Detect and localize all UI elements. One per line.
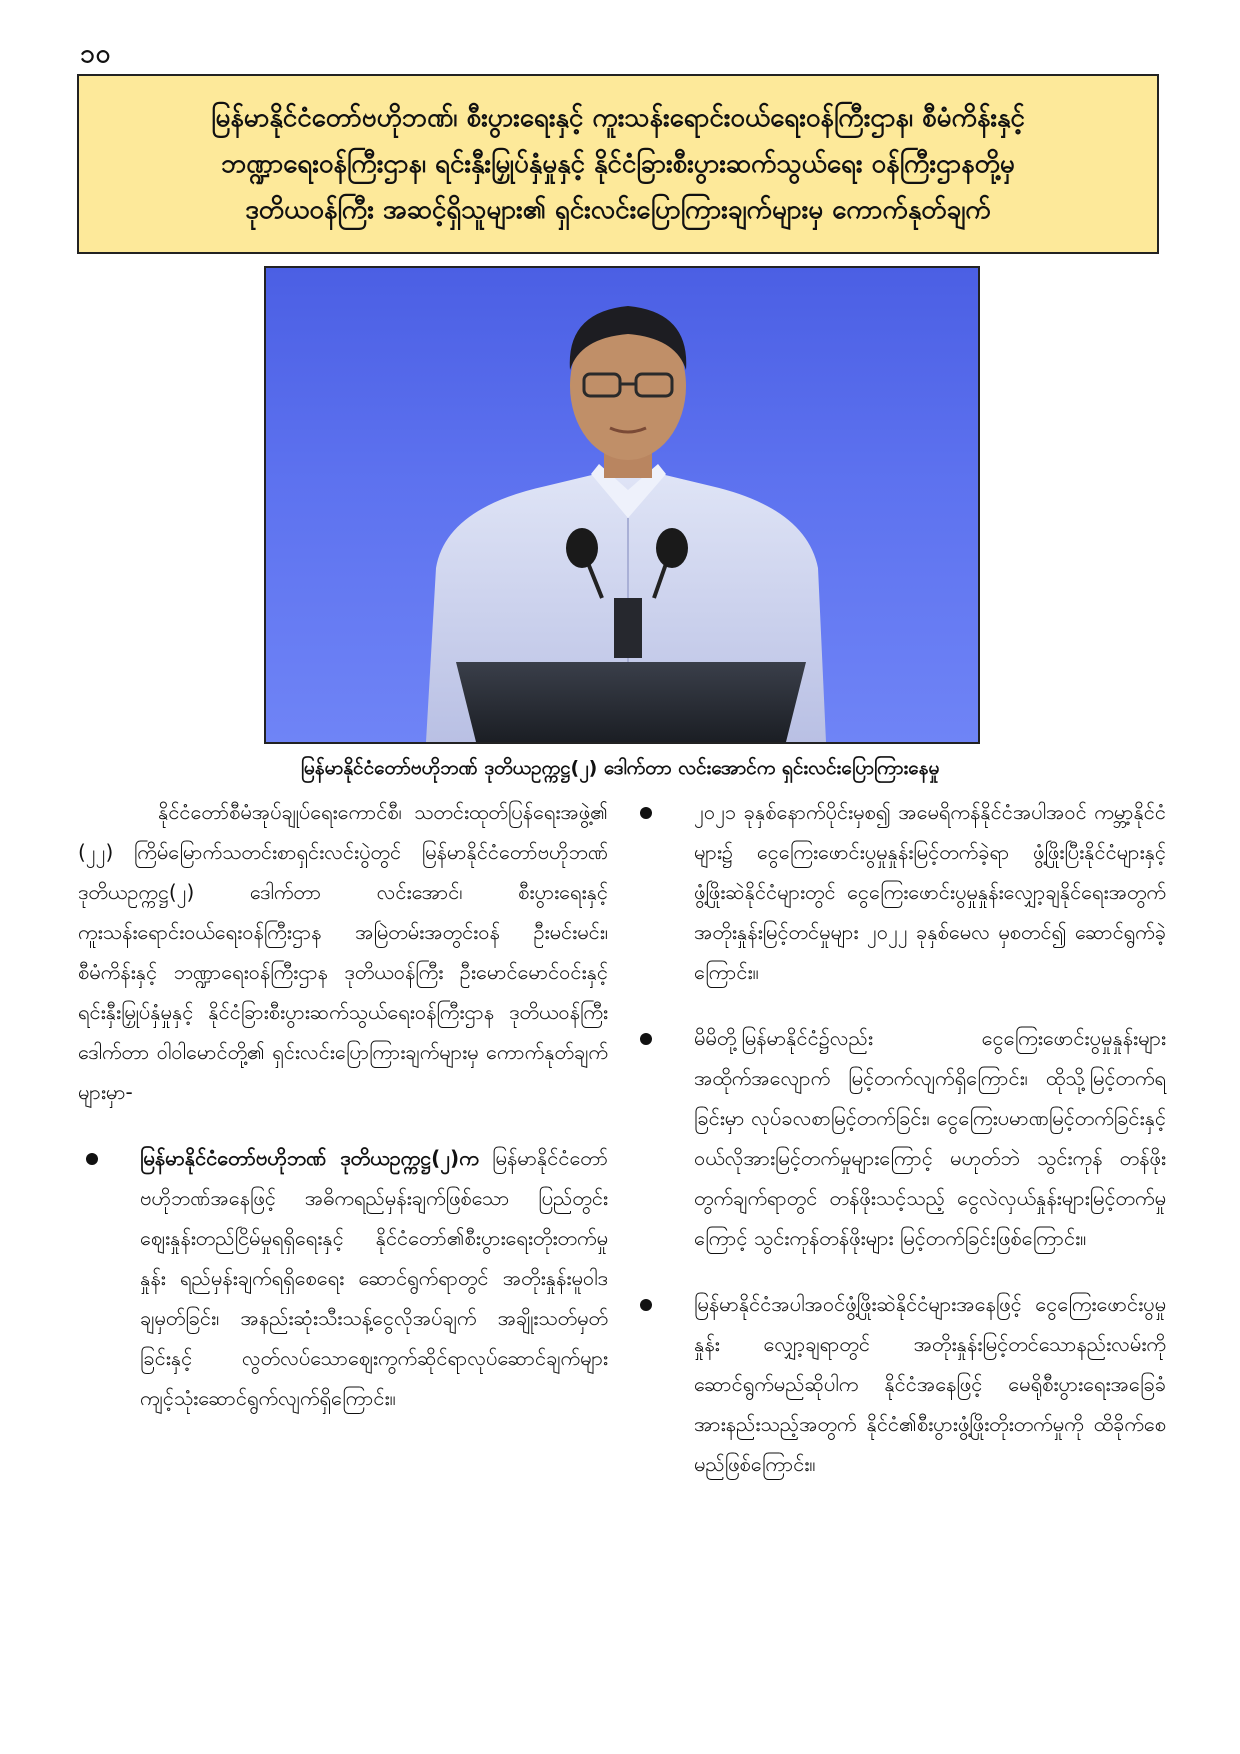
photo-caption: မြန်မာနိုင်ငံတော်ဗဟိုဘဏ် ဒုတိယဥက္ကဋ္ဌ(၂) ဒေါက်တာ လင်းအောင်က ရှင်းလင်းပြောကြားနေမှု [300, 757, 940, 779]
bullet-text: မြန်မာနိုင်ငံအပါအဝင်ဖွံ့ဖြိုးဆဲနိုင်ငံများအနေဖြင့် ငွေကြေးဖောင်းပွမှုနှုန်း လျှော့ချရာတွင် အတိုးနှုန်းမြင့်တင်သောနည်းလမ်းကို ဆောင်ရွက်မည်ဆိုပါက နိုင်ငံအနေဖြင့် မေရိုစီးပွားရေးအခြေခံ အားနည်းသည့်အတွက် နိုင်ငံ၏စီးပွားဖွံ့ဖြိုးတိုးတက်မှုကို ထိခိုက်စေမည်ဖြစ်ကြောင်း။ [694, 1292, 1166, 1476]
bullet-icon [640, 1299, 652, 1311]
bullet-icon [640, 1033, 652, 1045]
list-item [632, 1018, 1166, 1258]
bullet-icon [86, 1153, 98, 1165]
title-line-2: ဘဏ္ဍာရေးဝန်ကြီးဌာန၊ ရင်းနှီးမြှုပ်နှံမှုနှင့် နိုင်ငံခြားစီးပွားဆက်သွယ်ရေး ဝန်ကြီးဌာနတို့မှ [221, 149, 1015, 179]
bullet-text: မြန်မာနိုင်ငံတော်ဗဟိုဘဏ်အနေဖြင့် အဓိကရည်မှန်းချက်ဖြစ်သော ပြည်တွင်းဈေးနှုန်းတည်ငြိမ်မှုရရှိရေးနှင့် နိုင်ငံတော်၏စီးပွားရေးတိုးတက်မှုနှုန်း ရည်မှန်းချက်ရရှိစေရေး ဆောင်ရွက်ရာတွင် အတိုးနှုန်းမူဝါဒချမှတ်ခြင်း၊ အနည်းဆုံးသီးသန့်ငွေလိုအပ်ချက် အချိုးသတ်မှတ်ခြင်းနှင့် လွတ်လပ်သောဈေးကွက်ဆိုင်ရာလုပ်ဆောင်ချက်များ ကျင့်သုံးဆောင်ရွက်လျက်ရှိကြောင်း။ [140, 1146, 608, 1410]
left-column [78, 792, 608, 1444]
list-item [632, 792, 1166, 992]
speaker-photo [264, 266, 980, 744]
bullet-text: ၂၀၂၁ ခုနှစ်နောက်ပိုင်းမှစ၍ အမေရိကန်နိုင်ငံအပါအဝင် ကမ္ဘာ့နိုင်ငံများ၌ ငွေကြေးဖောင်းပွမှုနှုန်းမြင့်တက်ခဲ့ရာ ဖွံ့ဖြိုးပြီးနိုင်ငံများနှင့် ဖွံ့ဖြိုးဆဲနိုင်ငံများတွင် ငွေကြေးဖောင်းပွမှုနှုန်းလျှော့ချနိုင်ရေးအတွက် အတိုးနှုန်းမြင့်တင်မှုများ ၂၀၂၂ ခုနှစ်မေလ မှစတင်၍ ဆောင်ရွက်ခဲ့ကြောင်း။ [694, 800, 1166, 984]
bullet-text: မိမိတို့မြန်မာနိုင်ငံ၌လည်း ငွေကြေးဖောင်းပွမှုနှုန်းများအထိုက်အလျောက် မြင့်တက်လျက်ရှိကြောင်း၊ ထိုသို့မြင့်တက်ရခြင်းမှာ လုပ်ခလစာမြင့်တက်ခြင်း၊ ငွေကြေးပမာဏမြင့်တက်ခြင်းနှင့် ဝယ်လိုအားမြင့်တက်မှုများကြောင့် မဟုတ်ဘဲ သွင်းကုန် တန်ဖိုးတွက်ချက်ရာတွင် တန်ဖိုးသင့်သည့် ငွေလဲလှယ်နှုန်းများမြင့်တက်မှုကြောင့် သွင်းကုန်တန်ဖိုးများ မြင့်တက်ခြင်းဖြစ်ကြောင်း။ [694, 1026, 1166, 1250]
right-column [632, 792, 1166, 1510]
bullet-icon [640, 807, 652, 819]
title-line-1: မြန်မာနိုင်ငံတော်ဗဟိုဘဏ်၊ စီးပွားရေးနှင့် ကူးသန်းရောင်းဝယ်ရေးဝန်ကြီးဌာန၊ စီမံကိန်းနှင့် [211, 103, 1025, 133]
title-box [77, 74, 1159, 254]
bullet-lead: မြန်မာနိုင်ငံတော်ဗဟိုဘဏ် ဒုတိယဥက္ကဋ္ဌ(၂)က [140, 1146, 479, 1170]
list-item [78, 1138, 608, 1418]
intro-paragraph: နိုင်ငံတော်စီမံအုပ်ချုပ်ရေးကောင်စီ၊ သတင်းထုတ်ပြန်ရေးအဖွဲ့၏ (၂၂) ကြိမ်မြောက်သတင်းစာရှင်းလင်းပွဲတွင် မြန်မာနိုင်ငံတော်ဗဟိုဘဏ် ဒုတိယဥက္ကဋ္ဌ(၂) ဒေါက်တာ လင်းအောင်၊ စီးပွားရေးနှင့် ကူးသန်းရောင်းဝယ်ရေးဝန်ကြီးဌာန အမြဲတမ်းအတွင်းဝန် ဦးမင်းမင်း၊ စီမံကိန်းနှင့် ဘဏ္ဍာရေးဝန်ကြီးဌာန ဒုတိယဝန်ကြီး ဦးမောင်မောင်ဝင်းနှင့် ရင်းနှီးမြှုပ်နှံမှုနှင့် နိုင်ငံခြားစီးပွားဆက်သွယ်ရေးဝန်ကြီးဌာန ဒုတိယဝန်ကြီး ဒေါက်တာ ဝါဝါမောင်တို့၏ ရှင်းလင်းပြောကြားချက်များမှ ကောက်နုတ်ချက်များမှာ- [78, 800, 608, 1104]
page-number: ၁၀ [80, 39, 112, 69]
title-line-3: ဒုတိယဝန်ကြီး အဆင့်ရှိသူများ၏ ရှင်းလင်းပြောကြားချက်များမှ ကောက်နုတ်ချက် [245, 195, 991, 225]
list-item [632, 1284, 1166, 1484]
speaker-illustration [266, 268, 978, 742]
